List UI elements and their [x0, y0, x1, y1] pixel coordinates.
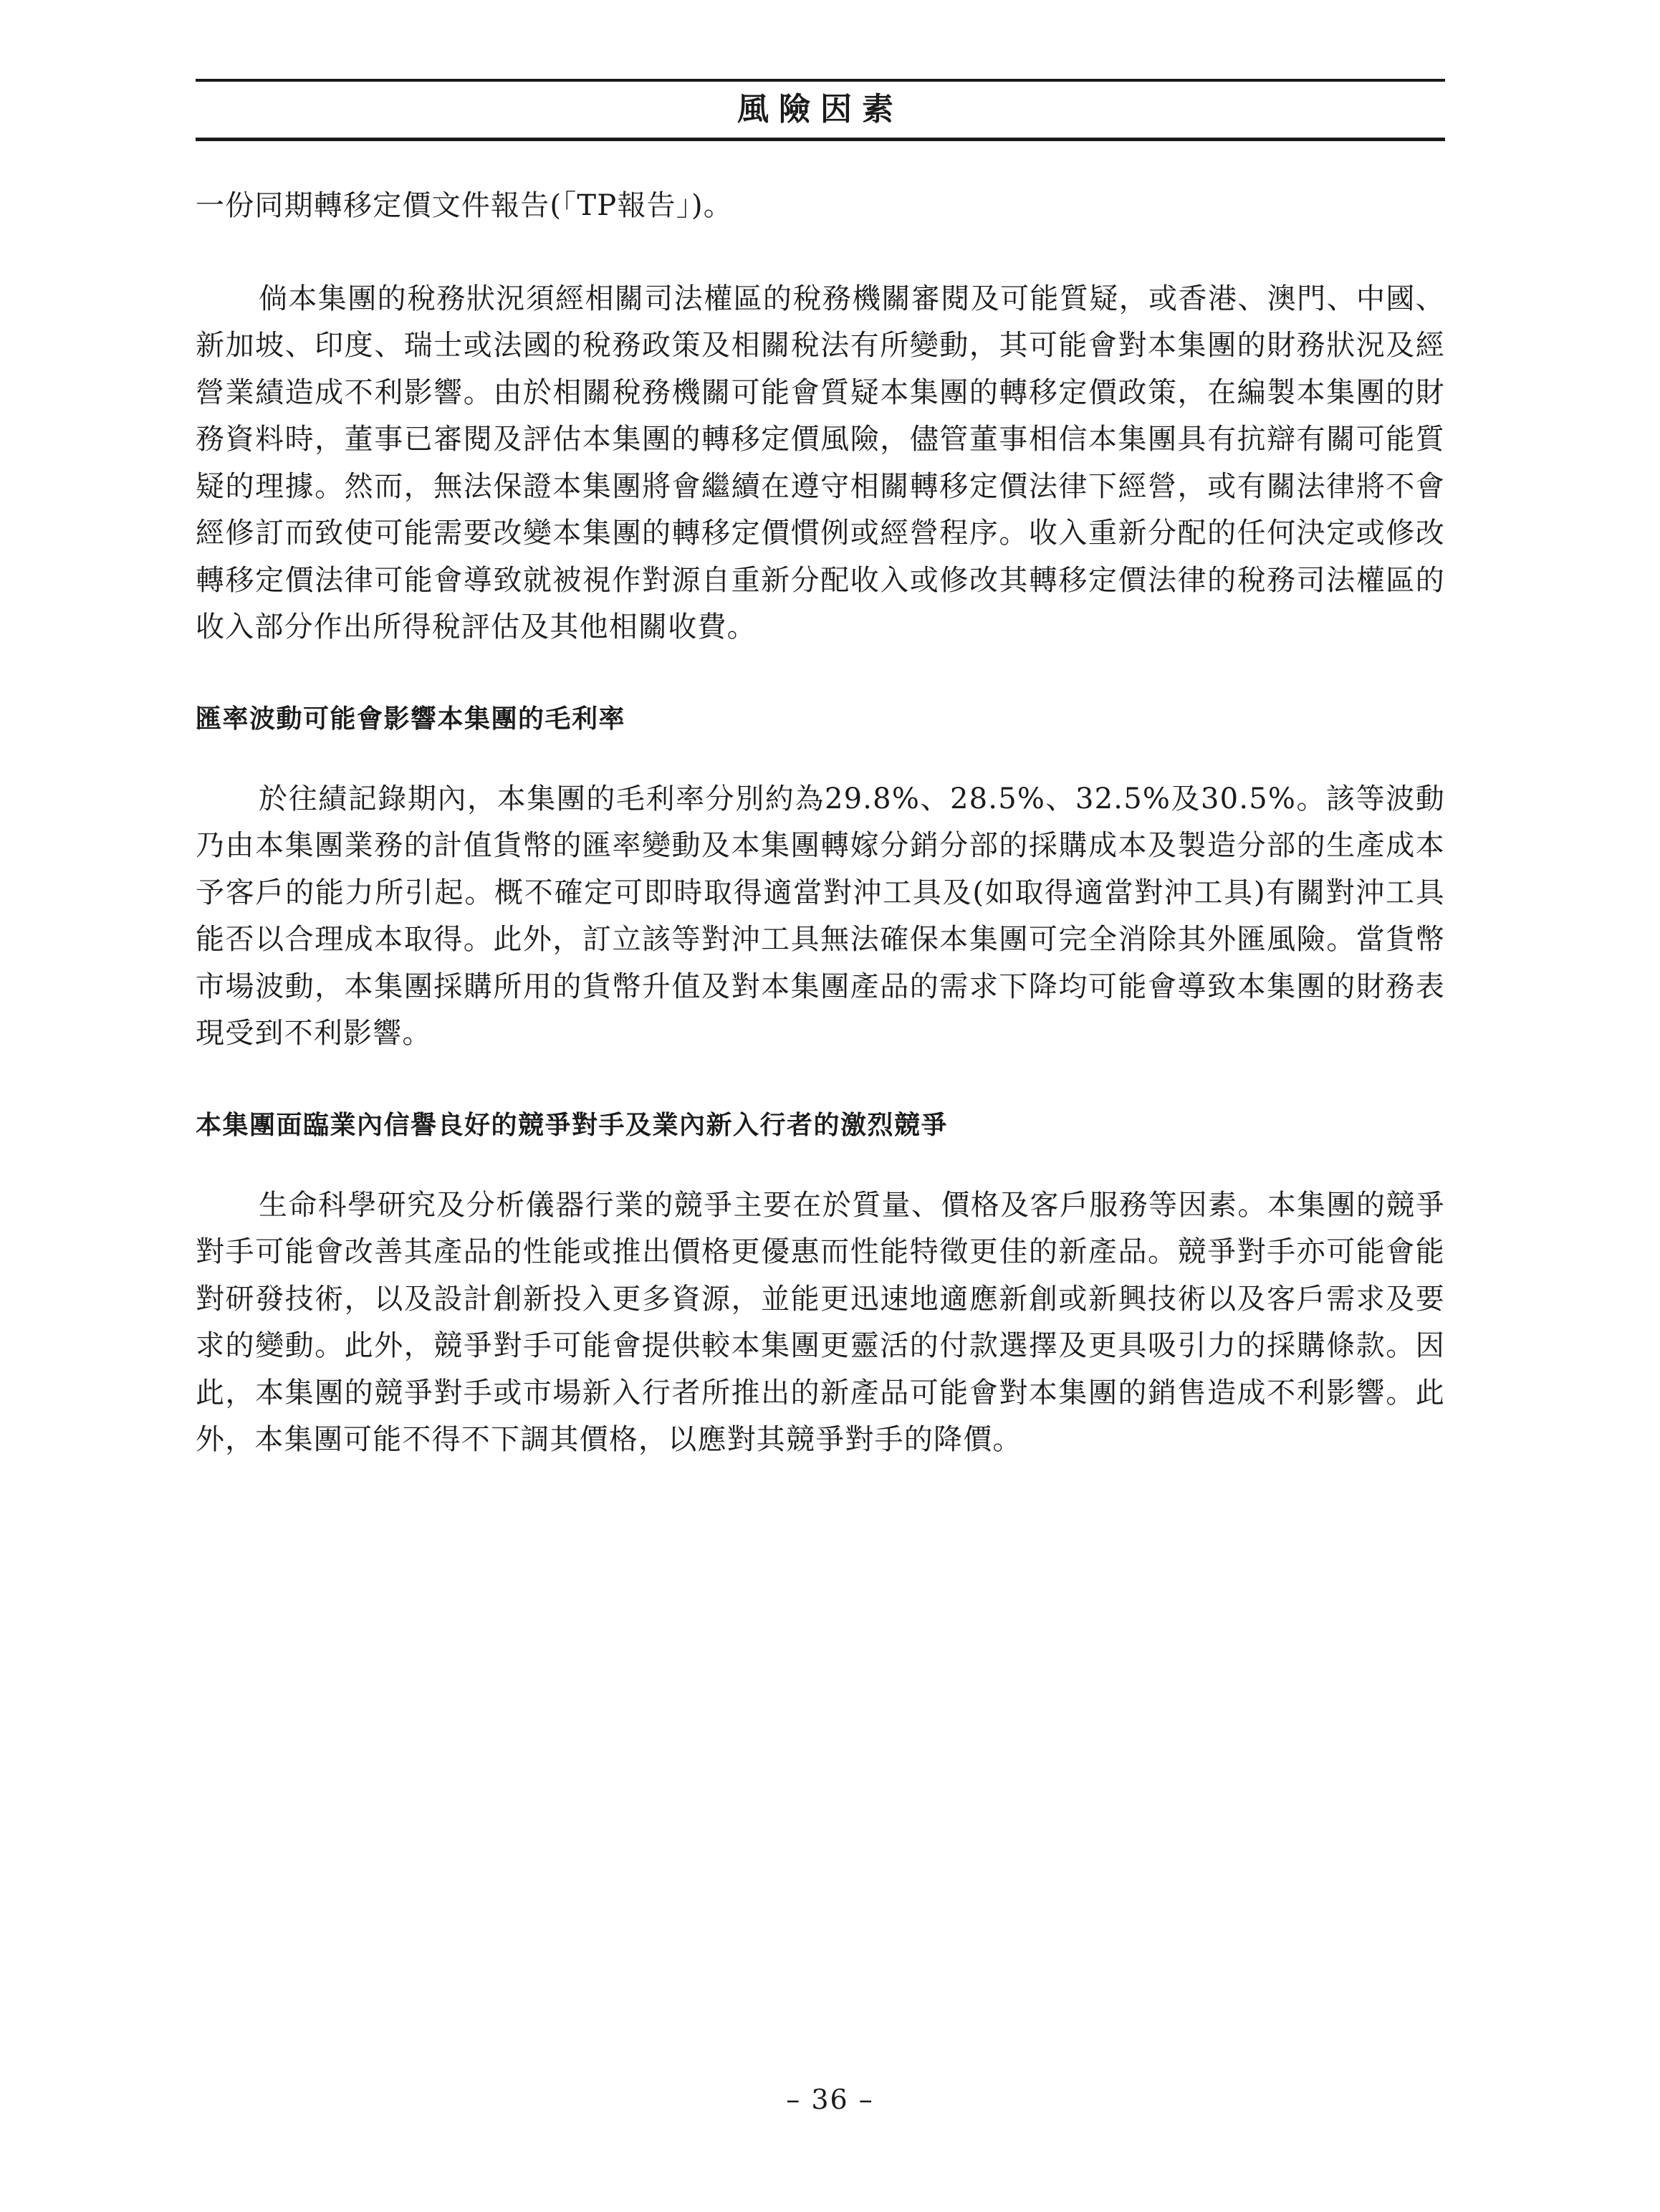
document-body [196, 183, 1445, 1464]
tax-paragraph: 倘本集團的稅務狀況須經相關司法權區的稅務機關審閱及可能質疑，或香港、澳門、中國、新加坡、印度、瑞士或法國的稅務政策及相關稅法有所變動，其可能會對本集團的財務狀況及經營業績造成不利影響。由於相關稅務機關可能會質疑本集團的轉移定價政策，在編製本集團的財務資料時，董事已審閱及評估本集團的轉移定價風險，儘管董事相信本集團具有抗辯有關可能質疑的理據。然而，無法保證本集團將會繼續在遵守相關轉移定價法律下經營，或有關法律將不會經修訂而致使可能需要改變本集團的轉移定價慣例或經營程序。收入重新分配的任何決定或修改轉移定價法律可能會導致就被視作對源自重新分配收入或修改其轉移定價法律的稅務司法權區的收入部分作出所得稅評估及其他相關收費。 [196, 282, 1445, 643]
page-number: – 36 – [786, 2084, 874, 2115]
fx-paragraph: 於往績記錄期內，本集團的毛利率分別約為29.8%、28.5%、32.5%及30.5%。該等波動乃由本集團業務的計值貨幣的匯率變動及本集團轉嫁分銷分部的採購成本及製造分部的生產成本予客戶的能力所引起。概不確定可即時取得適當對沖工具及(如取得適當對沖工具)有關對沖工具能否以合理成本取得。此外，訂立該等對沖工具無法確保本集團可完全消除其外匯風險。當貨幣市場波動，本集團採購所用的貨幣升值及對本集團產品的需求下降均可能會導致本集團的財務表現受到不利影響。 [196, 782, 1445, 1050]
intro-line: 一份同期轉移定價文件報告(「TP報告」)。 [196, 189, 734, 222]
fx-section-heading: 匯率波動可能會影響本集團的毛利率 [196, 703, 626, 734]
competition-section-heading: 本集團面臨業內信譽良好的競爭對手及業內新入行者的激烈競爭 [196, 1109, 949, 1140]
header-top-rule [196, 79, 1445, 82]
page-title: 風險因素 [737, 91, 903, 128]
header-bottom-rule [196, 138, 1445, 141]
competition-paragraph: 生命科學研究及分析儀器行業的競爭主要在於質量、價格及客戶服務等因素。本集團的競爭對手可能會改善其產品的性能或推出價格更優惠而性能特徵更佳的新產品。競爭對手亦可能會能對研發技術，以及設計創新投入更多資源，並能更迅速地適應新創或新興技術以及客戶需求及要求的變動。此外，競爭對手可能會提供較本集團更靈活的付款選擇及更具吸引力的採購條款。因此，本集團的競爭對手或市場新入行者所推出的新產品可能會對本集團的銷售造成不利影響。此外，本集團可能不得不下調其價格，以應對其競爭對手的降價。 [196, 1188, 1445, 1456]
